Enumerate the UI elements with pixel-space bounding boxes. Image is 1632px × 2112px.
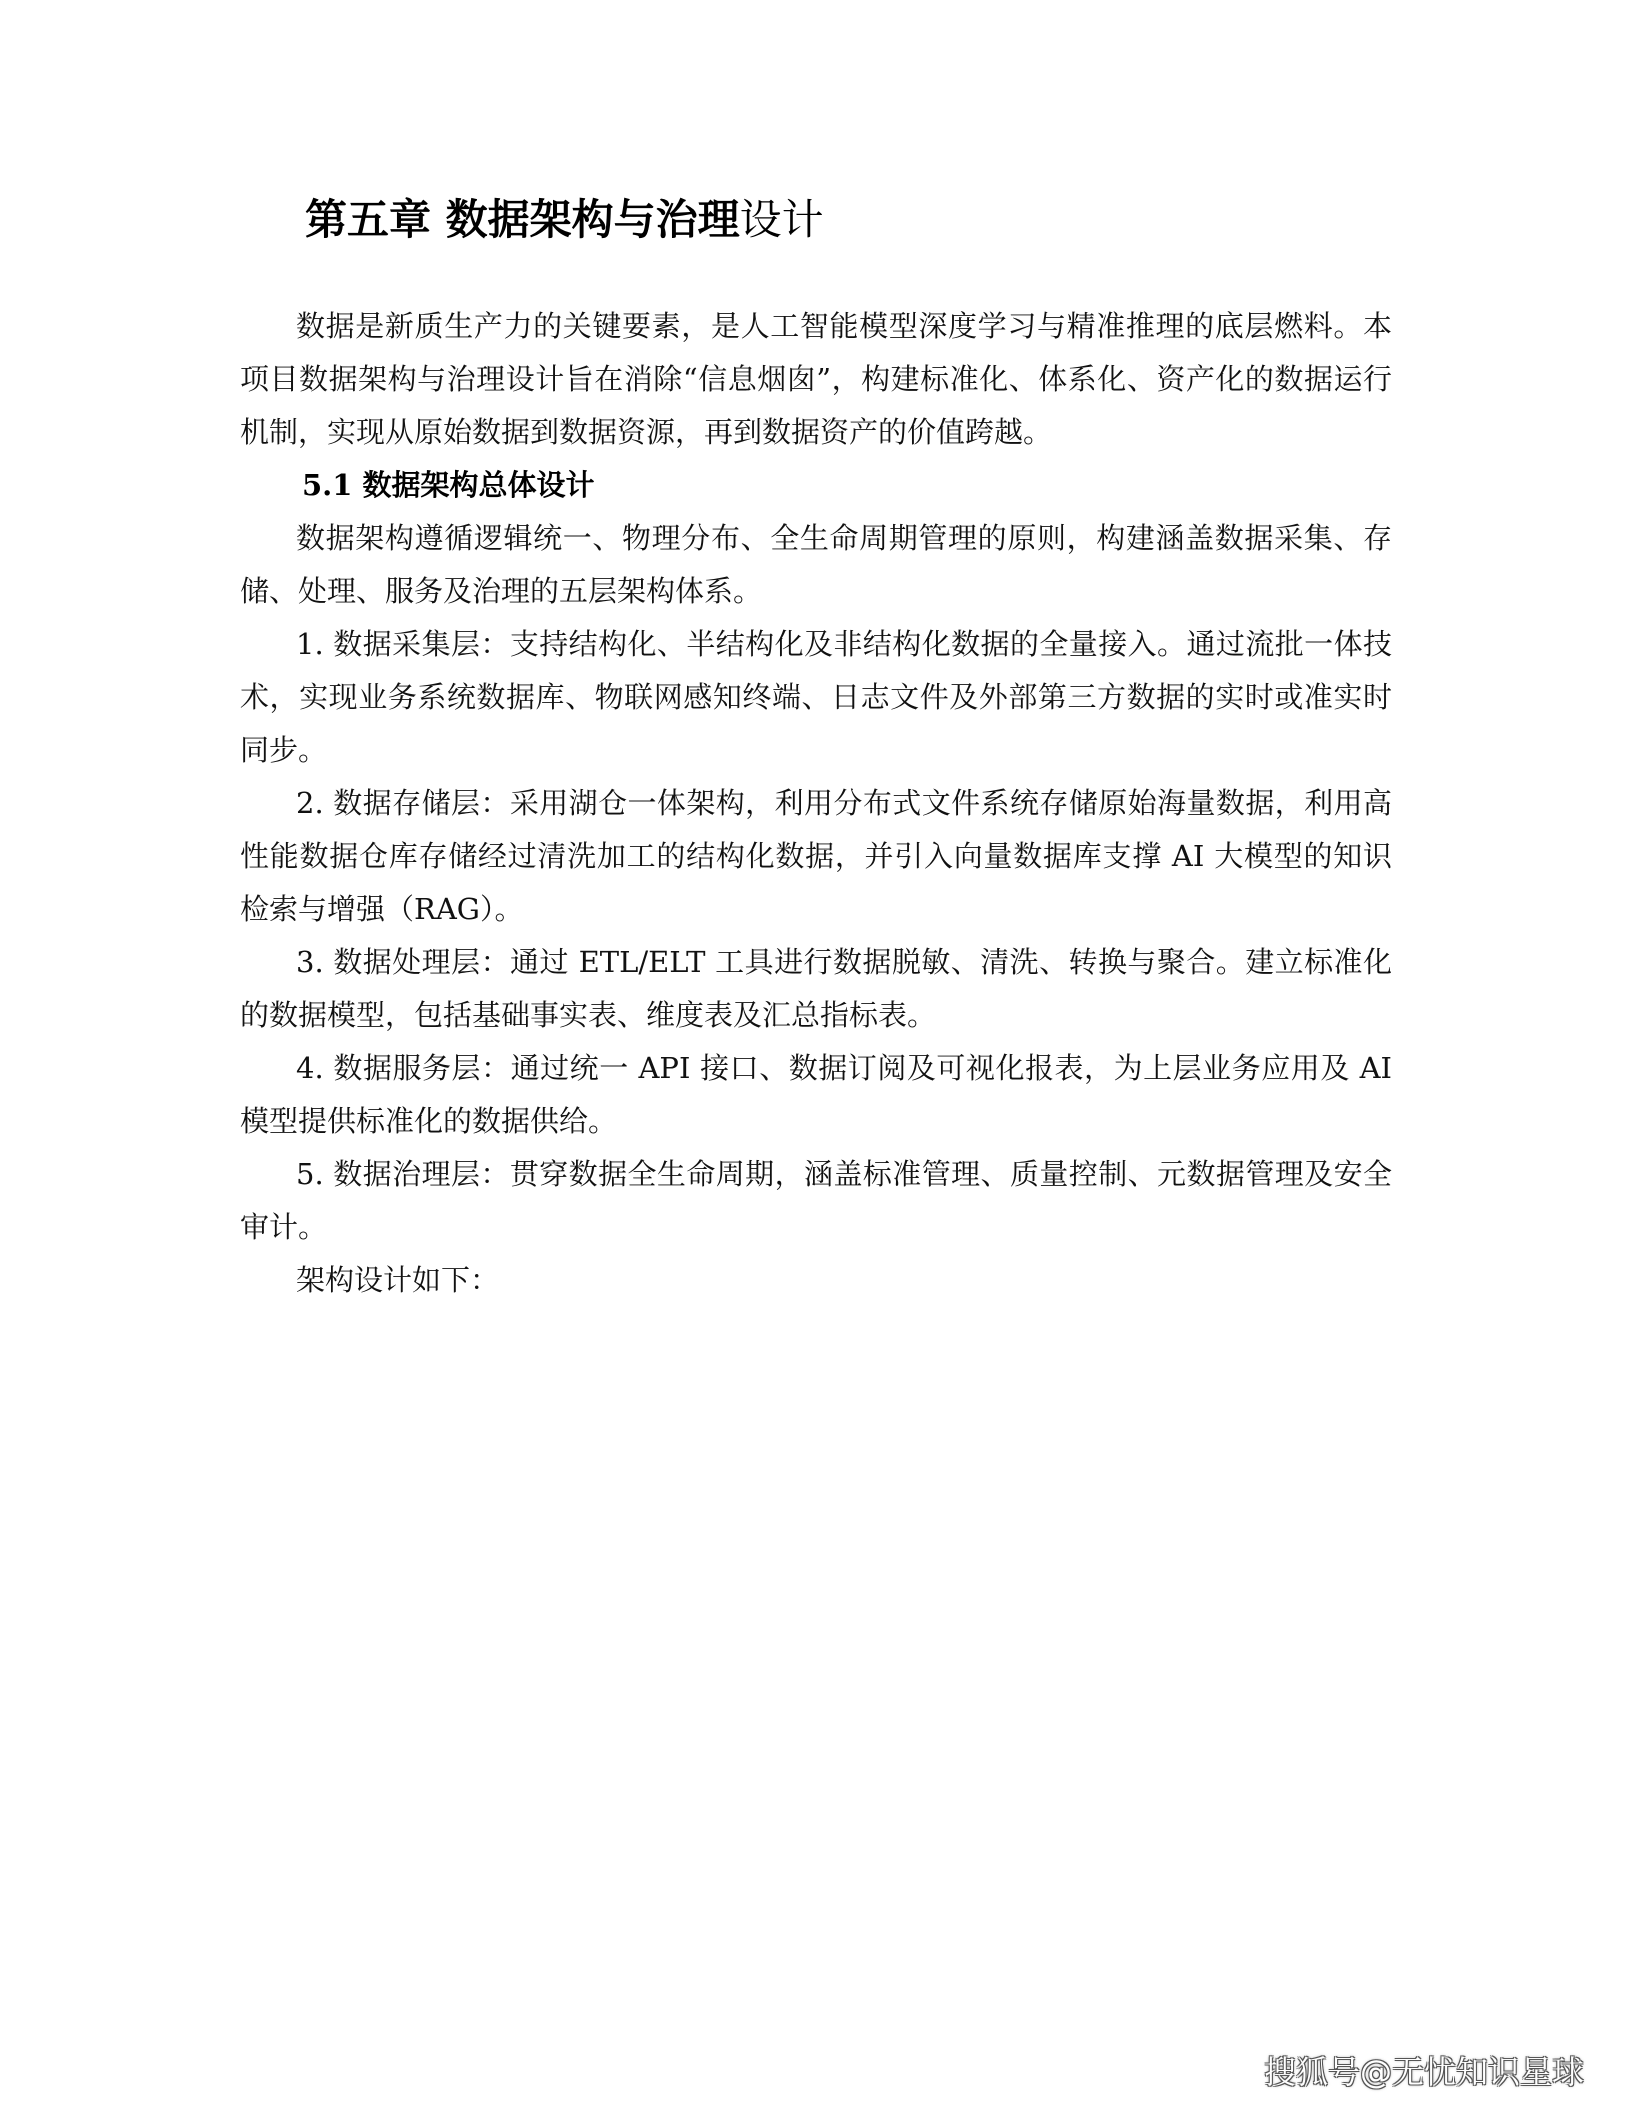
layer-paragraph-governance: 5. 数据治理层：贯穿数据全生命周期，涵盖标准管理、质量控制、元数据管理及安全审计。	[240, 1157, 1392, 1244]
section-heading: 5.1 数据架构总体设计	[302, 468, 595, 502]
layer-paragraph-service: 4. 数据服务层：通过统一 API 接口、数据订阅及可视化报表，为上层业务应用及 AI 模型提供标准化的数据供给。	[240, 1051, 1392, 1138]
chapter-title	[305, 194, 824, 246]
chapter-title-normal: 设计	[739, 195, 824, 244]
layer-paragraph-processing: 3. 数据处理层：通过 ETL/ELT 工具进行数据脱敏、清洗、转换与聚合。建立标准化的数据模型，包括基础事实表、维度表及汇总指标表。	[240, 945, 1392, 1032]
watermark: 搜狐号@无忧知识星球	[1264, 2053, 1585, 2091]
layer-paragraph-storage: 2. 数据存储层：采用湖仓一体架构，利用分布式文件系统存储原始海量数据，利用高性能数据仓库存储经过清洗加工的结构化数据，并引入向量数据库支撑 AI 大模型的知识检索与增强（RAG）。	[240, 786, 1392, 926]
chapter-title-bold: 第五章 数据架构与治理	[305, 195, 740, 244]
closing-paragraph: 架构设计如下：	[296, 1263, 500, 1297]
body-text	[240, 300, 1392, 1307]
layer-paragraph-collection: 1. 数据采集层：支持结构化、半结构化及非结构化数据的全量接入。通过流批一体技术，实现业务系统数据库、物联网感知终端、日志文件及外部第三方数据的实时或准实时同步。	[240, 627, 1392, 767]
section-lead-paragraph: 数据架构遵循逻辑统一、物理分布、全生命周期管理的原则，构建涵盖数据采集、存储、处理、服务及治理的五层架构体系。	[240, 521, 1392, 608]
intro-paragraph: 数据是新质生产力的关键要素，是人工智能模型深度学习与精准推理的底层燃料。本项目数据架构与治理设计旨在消除“信息烟囱”，构建标准化、体系化、资产化的数据运行机制，实现从原始数据到数据资源，再到数据资产的价值跨越。	[240, 309, 1392, 449]
